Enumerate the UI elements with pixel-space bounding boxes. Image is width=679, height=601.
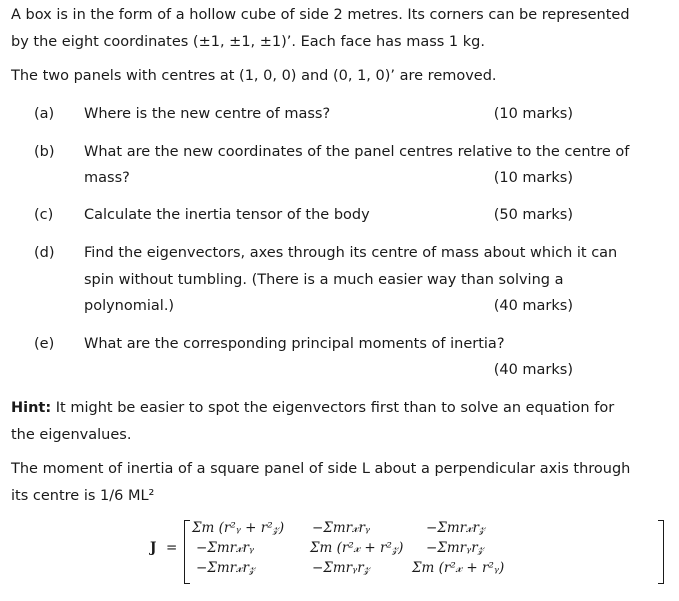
question-text: What are the corresponding principal moments of inertia? <box>84 336 505 352</box>
hint-line-2: the eigenvalues. <box>11 427 132 443</box>
matrix-cell-22: Σm (r²𝓍 + r²𝓏) <box>310 540 404 556</box>
matrix-cell-32: −Σmrᵧr𝓏 <box>312 560 370 576</box>
inertia-matrix <box>150 518 530 584</box>
right-bracket <box>658 520 664 584</box>
question-marks: (10 marks) <box>493 106 573 122</box>
question-label: (d) <box>34 245 55 261</box>
question-text: spin without tumbling. (There is a much easier way than solving a <box>84 272 564 288</box>
hint-text: It might be easier to spot the eigenvectors first than to solve an equation for <box>51 400 615 416</box>
hint-label: Hint: <box>11 400 52 416</box>
question-label: (a) <box>34 106 55 122</box>
hint-paragraph <box>11 395 661 449</box>
question-text: What are the new coordinates of the panel centres relative to the centre of <box>84 144 630 160</box>
question-marks: (50 marks) <box>493 207 573 223</box>
matrix-cell-33: Σm (r²𝓍 + r²ᵧ) <box>412 560 505 576</box>
intro-line-3: The two panels with centres at (1, 0, 0) and (0, 1, 0)’ are removed. <box>11 68 497 84</box>
question-b-cont <box>0 165 679 192</box>
question-text: Calculate the inertia tensor of the body <box>84 207 370 223</box>
matrix-cell-23: −Σmrᵧr𝓏 <box>426 540 484 556</box>
question-text: polynomial.) <box>84 298 175 314</box>
question-a <box>0 101 679 128</box>
matrix-symbol: J <box>150 540 157 556</box>
question-d-cont <box>0 267 679 294</box>
moment-line-2: its centre is 1/6 ML² <box>11 488 155 504</box>
moment-paragraph <box>11 456 661 510</box>
question-marks: (40 marks) <box>493 298 573 314</box>
matrix-cell-21: −Σmr𝓍rᵧ <box>196 540 255 556</box>
question-d-cont2 <box>0 293 679 320</box>
question-marks: (40 marks) <box>493 362 573 378</box>
question-text: Find the eigenvectors, axes through its centre of mass about which it can <box>84 245 618 261</box>
matrix-cell-12: −Σmr𝓍rᵧ <box>312 520 371 536</box>
question-c <box>0 202 679 229</box>
matrix-cell-13: −Σmr𝓍r𝓏 <box>426 520 486 536</box>
question-label: (b) <box>34 144 55 160</box>
intro-line-2: by the eight coordinates (±1, ±1, ±1)’. Each face has mass 1 kg. <box>11 34 485 50</box>
question-e <box>0 331 679 358</box>
left-bracket <box>184 520 190 584</box>
question-label: (c) <box>34 207 54 223</box>
moment-line-1: The moment of inertia of a square panel of side L about a perpendicular axis through <box>11 461 631 477</box>
hint-line-1 <box>11 395 661 422</box>
matrix-cell-11: Σm (r²ᵧ + r²𝓏) <box>192 520 285 536</box>
question-e-marks-row <box>0 357 679 384</box>
matrix-cell-31: −Σmr𝓍r𝓏 <box>196 560 256 576</box>
question-d <box>0 240 679 267</box>
matrix-equals: = <box>166 540 178 556</box>
question-label: (e) <box>34 336 55 352</box>
question-text: mass? <box>84 170 130 186</box>
intro-line-1: A box is in the form of a hollow cube of side 2 metres. Its corners can be represented <box>11 7 630 23</box>
question-b <box>0 139 679 166</box>
intro-paragraph <box>11 2 661 56</box>
question-marks: (10 marks) <box>493 170 573 186</box>
question-text: Where is the new centre of mass? <box>84 106 331 122</box>
